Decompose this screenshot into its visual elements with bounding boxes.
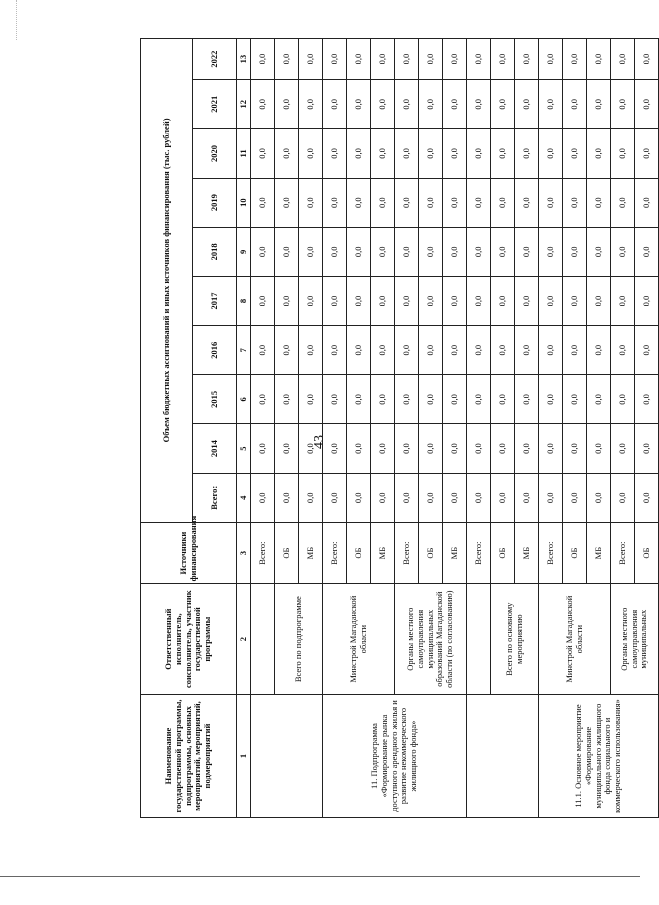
header-source: Источники финансирования	[141, 522, 237, 583]
total-value-cell: 0,0	[323, 473, 347, 522]
year-value-cell: 0,0	[323, 424, 347, 473]
executor-cell	[251, 584, 275, 695]
year-value-cell: 0,0	[323, 80, 347, 129]
program-name-cell: 11. Подпрограмма «Формирование рынка доступного арендного жилья и развитие некоммерческого жилищного фонда»	[323, 695, 467, 818]
year-value-cell: 0,0	[563, 178, 587, 227]
year-value-cell: 0,0	[491, 276, 515, 325]
year-value-cell: 0,0	[539, 39, 563, 80]
source-cell: МБ	[371, 522, 395, 583]
year-value-cell: 0,0	[419, 39, 443, 80]
source-cell: МБ	[299, 522, 323, 583]
table-row	[323, 39, 347, 818]
total-value-cell: 0,0	[395, 473, 419, 522]
year-value-cell: 0,0	[443, 80, 467, 129]
year-value-cell: 0,0	[371, 424, 395, 473]
column-number: 1	[237, 695, 251, 818]
year-value-cell: 0,0	[491, 424, 515, 473]
rotated-page	[140, 38, 651, 818]
year-value-cell: 0,0	[467, 227, 491, 276]
year-value-cell: 0,0	[347, 227, 371, 276]
year-value-cell: 0,0	[419, 375, 443, 424]
year-value-cell: 0,0	[371, 375, 395, 424]
year-value-cell: 0,0	[515, 375, 539, 424]
year-value-cell: 0,0	[515, 39, 539, 80]
year-value-cell: 0,0	[323, 326, 347, 375]
year-value-cell: 0,0	[467, 80, 491, 129]
column-number: 2	[237, 584, 251, 695]
year-value-cell: 0,0	[563, 227, 587, 276]
source-cell: ОБ	[563, 522, 587, 583]
year-value-cell: 0,0	[467, 178, 491, 227]
total-value-cell: 0,0	[539, 473, 563, 522]
year-value-cell: 0,0	[515, 424, 539, 473]
header-year: 2021	[193, 80, 237, 129]
year-value-cell: 0,0	[419, 178, 443, 227]
year-value-cell: 0,0	[275, 39, 299, 80]
header-program-name: Наименование государственной программы, подпрограммы, основных мероприятий, мероприятий, подмероприятий	[141, 695, 237, 818]
column-number: 5	[237, 424, 251, 473]
column-number: 13	[237, 39, 251, 80]
executor-cell: Всего по подпрограмме	[275, 584, 323, 695]
year-value-cell: 0,0	[419, 424, 443, 473]
year-value-cell: 0,0	[275, 375, 299, 424]
year-value-cell: 0,0	[539, 375, 563, 424]
source-cell: Всего:	[467, 522, 491, 583]
year-value-cell: 0,0	[539, 276, 563, 325]
year-value-cell: 0,0	[299, 178, 323, 227]
total-value-cell: 0,0	[443, 473, 467, 522]
year-value-cell: 0,0	[467, 326, 491, 375]
budget-table	[140, 38, 659, 818]
year-value-cell: 0,0	[299, 375, 323, 424]
year-value-cell: 0,0	[371, 276, 395, 325]
source-cell: ОБ	[275, 522, 299, 583]
year-value-cell: 0,0	[251, 129, 275, 178]
year-value-cell: 0,0	[587, 326, 611, 375]
year-value-cell: 0,0	[467, 276, 491, 325]
column-number: 8	[237, 276, 251, 325]
source-cell: ОБ	[347, 522, 371, 583]
header-year: 2019	[193, 178, 237, 227]
year-value-cell: 0,0	[275, 80, 299, 129]
year-value-cell: 0,0	[611, 424, 635, 473]
year-value-cell: 0,0	[371, 129, 395, 178]
year-value-cell: 0,0	[251, 80, 275, 129]
year-value-cell: 0,0	[443, 227, 467, 276]
year-value-cell: 0,0	[587, 129, 611, 178]
year-value-cell: 0,0	[347, 424, 371, 473]
header-year: 2018	[193, 227, 237, 276]
year-value-cell: 0,0	[299, 80, 323, 129]
year-value-cell: 0,0	[251, 178, 275, 227]
executor-cell: Всего по основному мероприятию	[491, 584, 539, 695]
executor-cell: Минстрой Магаданской области	[323, 584, 395, 695]
year-value-cell: 0,0	[515, 326, 539, 375]
program-name-cell	[251, 695, 323, 818]
total-value-cell: 0,0	[347, 473, 371, 522]
year-value-cell: 0,0	[611, 326, 635, 375]
year-value-cell: 0,0	[323, 39, 347, 80]
column-number-row	[237, 39, 251, 818]
year-value-cell: 0,0	[635, 178, 659, 227]
year-value-cell: 0,0	[491, 129, 515, 178]
year-value-cell: 0,0	[275, 129, 299, 178]
scan-mark	[16, 0, 18, 40]
year-value-cell: 0,0	[563, 424, 587, 473]
table-row	[467, 39, 491, 818]
year-value-cell: 0,0	[251, 424, 275, 473]
year-value-cell: 0,0	[347, 178, 371, 227]
executor-cell	[467, 584, 491, 695]
source-cell: ОБ	[491, 522, 515, 583]
source-cell: МБ	[587, 522, 611, 583]
total-value-cell: 0,0	[611, 473, 635, 522]
year-value-cell: 0,0	[563, 276, 587, 325]
table-body	[141, 39, 659, 818]
year-value-cell: 0,0	[395, 39, 419, 80]
total-value-cell: 0,0	[515, 473, 539, 522]
source-cell: Всего:	[611, 522, 635, 583]
header-total: Всего:	[193, 473, 237, 522]
year-value-cell: 0,0	[635, 375, 659, 424]
page-number: 43	[312, 435, 327, 449]
year-value-cell: 0,0	[323, 276, 347, 325]
year-value-cell: 0,0	[395, 129, 419, 178]
year-value-cell: 0,0	[395, 326, 419, 375]
year-value-cell: 0,0	[539, 80, 563, 129]
total-value-cell: 0,0	[371, 473, 395, 522]
bottom-scan-line	[0, 876, 640, 877]
year-value-cell: 0,0	[563, 326, 587, 375]
source-cell: Всего:	[395, 522, 419, 583]
column-number: 7	[237, 326, 251, 375]
year-value-cell: 0,0	[611, 39, 635, 80]
header-volume: Объем бюджетных ассигнований и иных источников финансирования (тыс. рублей)	[141, 39, 193, 523]
total-value-cell: 0,0	[467, 473, 491, 522]
header-year: 2020	[193, 129, 237, 178]
year-value-cell: 0,0	[299, 424, 323, 473]
year-value-cell: 0,0	[371, 80, 395, 129]
year-value-cell: 0,0	[635, 276, 659, 325]
year-value-cell: 0,0	[563, 129, 587, 178]
year-value-cell: 0,0	[467, 39, 491, 80]
year-value-cell: 0,0	[611, 80, 635, 129]
year-value-cell: 0,0	[299, 276, 323, 325]
year-value-cell: 0,0	[419, 227, 443, 276]
year-value-cell: 0,0	[515, 178, 539, 227]
year-value-cell: 0,0	[443, 424, 467, 473]
column-number: 9	[237, 227, 251, 276]
header-row-1	[141, 39, 193, 818]
year-value-cell: 0,0	[491, 227, 515, 276]
total-value-cell: 0,0	[563, 473, 587, 522]
year-value-cell: 0,0	[371, 39, 395, 80]
year-value-cell: 0,0	[491, 375, 515, 424]
year-value-cell: 0,0	[323, 227, 347, 276]
year-value-cell: 0,0	[635, 227, 659, 276]
year-value-cell: 0,0	[491, 80, 515, 129]
year-value-cell: 0,0	[515, 80, 539, 129]
year-value-cell: 0,0	[491, 178, 515, 227]
header-executor: Ответственный исполнитель, соисполнитель, участник государственной программы	[141, 584, 237, 695]
year-value-cell: 0,0	[539, 326, 563, 375]
column-number: 11	[237, 129, 251, 178]
total-value-cell: 0,0	[419, 473, 443, 522]
year-value-cell: 0,0	[419, 276, 443, 325]
executor-cell: Минстрой Магаданской области	[539, 584, 611, 695]
year-value-cell: 0,0	[491, 39, 515, 80]
year-value-cell: 0,0	[419, 80, 443, 129]
source-cell: МБ	[515, 522, 539, 583]
column-number: 12	[237, 80, 251, 129]
year-value-cell: 0,0	[395, 80, 419, 129]
column-number: 10	[237, 178, 251, 227]
total-value-cell: 0,0	[275, 473, 299, 522]
year-value-cell: 0,0	[539, 227, 563, 276]
program-name-cell	[467, 695, 539, 818]
year-value-cell: 0,0	[515, 276, 539, 325]
year-value-cell: 0,0	[563, 80, 587, 129]
year-value-cell: 0,0	[587, 375, 611, 424]
year-value-cell: 0,0	[395, 227, 419, 276]
header-year: 2015	[193, 375, 237, 424]
year-value-cell: 0,0	[347, 80, 371, 129]
year-value-cell: 0,0	[467, 129, 491, 178]
year-value-cell: 0,0	[563, 375, 587, 424]
executor-cell: Органы местного самоуправления муниципальных	[611, 584, 659, 695]
year-value-cell: 0,0	[251, 375, 275, 424]
year-value-cell: 0,0	[251, 276, 275, 325]
header-year: 2022	[193, 39, 237, 80]
year-value-cell: 0,0	[251, 227, 275, 276]
program-name-cell: 11.1. Основное мероприятие «Формирование муниципального жилищного фонда социального и коммерческого использования»	[539, 695, 659, 818]
year-value-cell: 0,0	[443, 129, 467, 178]
year-value-cell: 0,0	[635, 424, 659, 473]
year-value-cell: 0,0	[395, 424, 419, 473]
year-value-cell: 0,0	[563, 39, 587, 80]
year-value-cell: 0,0	[347, 129, 371, 178]
year-value-cell: 0,0	[299, 129, 323, 178]
year-value-cell: 0,0	[587, 424, 611, 473]
column-number: 4	[237, 473, 251, 522]
year-value-cell: 0,0	[467, 424, 491, 473]
year-value-cell: 0,0	[539, 178, 563, 227]
source-cell: Всего:	[251, 522, 275, 583]
header-year: 2014	[193, 424, 237, 473]
source-cell: Всего:	[323, 522, 347, 583]
year-value-cell: 0,0	[611, 227, 635, 276]
total-value-cell: 0,0	[251, 473, 275, 522]
total-value-cell: 0,0	[491, 473, 515, 522]
year-value-cell: 0,0	[299, 39, 323, 80]
year-value-cell: 0,0	[587, 227, 611, 276]
year-value-cell: 0,0	[275, 326, 299, 375]
year-value-cell: 0,0	[587, 276, 611, 325]
source-cell: Всего:	[539, 522, 563, 583]
year-value-cell: 0,0	[419, 326, 443, 375]
year-value-cell: 0,0	[515, 227, 539, 276]
year-value-cell: 0,0	[371, 326, 395, 375]
year-value-cell: 0,0	[275, 276, 299, 325]
year-value-cell: 0,0	[611, 129, 635, 178]
table-row	[251, 39, 275, 818]
year-value-cell: 0,0	[491, 326, 515, 375]
year-value-cell: 0,0	[467, 375, 491, 424]
year-value-cell: 0,0	[419, 129, 443, 178]
year-value-cell: 0,0	[299, 326, 323, 375]
year-value-cell: 0,0	[587, 178, 611, 227]
year-value-cell: 0,0	[347, 326, 371, 375]
year-value-cell: 0,0	[299, 227, 323, 276]
year-value-cell: 0,0	[251, 326, 275, 375]
year-value-cell: 0,0	[275, 227, 299, 276]
year-value-cell: 0,0	[635, 80, 659, 129]
table-row	[539, 39, 563, 818]
year-value-cell: 0,0	[611, 276, 635, 325]
total-value-cell: 0,0	[299, 473, 323, 522]
header-year: 2017	[193, 276, 237, 325]
column-number: 3	[237, 522, 251, 583]
year-value-cell: 0,0	[635, 326, 659, 375]
year-value-cell: 0,0	[443, 276, 467, 325]
year-value-cell: 0,0	[323, 178, 347, 227]
year-value-cell: 0,0	[443, 326, 467, 375]
year-value-cell: 0,0	[347, 276, 371, 325]
year-value-cell: 0,0	[371, 178, 395, 227]
year-value-cell: 0,0	[443, 178, 467, 227]
total-value-cell: 0,0	[587, 473, 611, 522]
year-value-cell: 0,0	[443, 375, 467, 424]
year-value-cell: 0,0	[443, 39, 467, 80]
year-value-cell: 0,0	[275, 178, 299, 227]
year-value-cell: 0,0	[395, 276, 419, 325]
year-value-cell: 0,0	[611, 375, 635, 424]
year-value-cell: 0,0	[323, 375, 347, 424]
year-value-cell: 0,0	[251, 39, 275, 80]
executor-cell: Органы местного самоуправления муниципальных образований Магаданской области (по согласованию)	[395, 584, 467, 695]
year-value-cell: 0,0	[395, 178, 419, 227]
source-cell: ОБ	[635, 522, 659, 583]
year-value-cell: 0,0	[515, 129, 539, 178]
year-value-cell: 0,0	[611, 178, 635, 227]
header-year: 2016	[193, 326, 237, 375]
year-value-cell: 0,0	[347, 39, 371, 80]
year-value-cell: 0,0	[323, 129, 347, 178]
source-cell: ОБ	[419, 522, 443, 583]
year-value-cell: 0,0	[395, 375, 419, 424]
year-value-cell: 0,0	[371, 227, 395, 276]
year-value-cell: 0,0	[635, 129, 659, 178]
year-value-cell: 0,0	[635, 39, 659, 80]
year-value-cell: 0,0	[587, 80, 611, 129]
year-value-cell: 0,0	[539, 424, 563, 473]
year-value-cell: 0,0	[275, 424, 299, 473]
year-value-cell: 0,0	[347, 375, 371, 424]
year-value-cell: 0,0	[539, 129, 563, 178]
total-value-cell: 0,0	[635, 473, 659, 522]
column-number: 6	[237, 375, 251, 424]
source-cell: МБ	[443, 522, 467, 583]
year-value-cell: 0,0	[587, 39, 611, 80]
